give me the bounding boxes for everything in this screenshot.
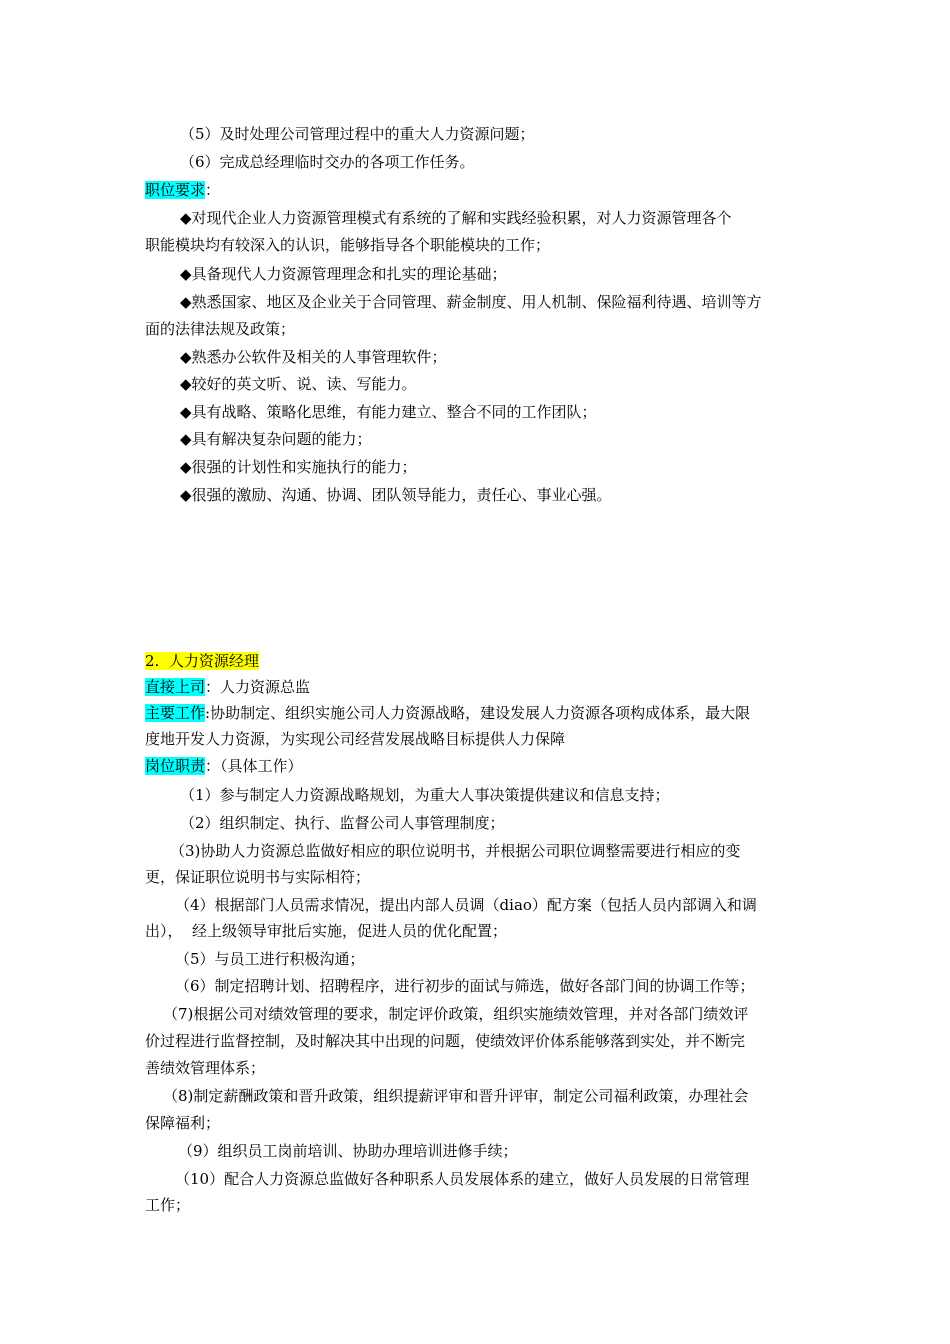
duty-item: （8)制定薪酬政策和晋升政策，组织提薪评审和晋升评审，制定公司福利政策，办理社会 [163, 1087, 749, 1105]
requirements-colon: ： [205, 181, 221, 199]
duty-item: （1）参与制定人力资源战略规划，为重大人事决策提供建议和信息支持； [180, 786, 670, 804]
requirement-item: ◆很强的激励、沟通、协调、团队领导能力，责任心、事业心强。 [180, 486, 612, 504]
duty-item-5: （5）及时处理公司管理过程中的重大人力资源问题； [180, 125, 535, 143]
superior-row [145, 676, 310, 697]
requirements-heading [145, 179, 220, 200]
duties-heading [145, 755, 303, 776]
superior-value: ：人力资源总监 [205, 678, 311, 696]
duty-item-cont: 出）， 经上级领导审批后实施，促进人员的优化配置； [145, 922, 508, 940]
duty-item: （4）根据部门人员需求情况，提出内部人员调（diao）配方案（包括人员内部调入和调 [175, 896, 757, 914]
requirement-item: ◆熟悉国家、地区及企业关于合同管理、薪金制度、用人机制、保险福利待遇、培训等方 [180, 293, 762, 311]
requirements-label: 职位要求 [145, 181, 206, 199]
duty-item-cont: 保障福利； [145, 1114, 221, 1132]
requirement-item-cont: 职能模块均有较深入的认识，能够指导各个职能模块的工作； [145, 236, 551, 254]
requirement-item: ◆具备现代人力资源管理理念和扎实的理论基础； [180, 265, 507, 283]
duty-item: （5）与员工进行积极沟通； [175, 950, 365, 968]
requirement-item-cont: 面的法律法规及政策； [145, 320, 296, 338]
duty-item-cont: 善绩效管理体系； [145, 1059, 266, 1077]
requirement-item: ◆具有解决复杂问题的能力； [180, 430, 372, 448]
duty-item-cont: 更，保证职位说明书与实际相符； [145, 868, 371, 886]
main-work-label: 主要工作 [145, 704, 206, 722]
requirement-item: ◆较好的英文听、说、读、写能力。 [180, 375, 417, 393]
duties-suffix: ：（具体工作） [205, 757, 303, 775]
duty-item: （7)根据公司对绩效管理的要求，制定评价政策，组织实施绩效管理，并对各部门绩效评 [163, 1005, 749, 1023]
main-work-text: :协助制定、组织实施公司人力资源战略，建设发展人力资源各项构成体系，最大限 [205, 704, 751, 722]
duty-item-cont: 价过程进行监督控制，及时解决其中出现的问题，使绩效评价体系能够落到实处，并不断完 [145, 1032, 746, 1050]
main-work-cont: 度地开发人力资源，为实现公司经营发展战略目标提供人力保障 [145, 730, 566, 748]
requirement-item: ◆具有战略、策略化思维，有能力建立、整合不同的工作团队； [180, 403, 597, 421]
duty-item-6: （6）完成总经理临时交办的各项工作任务。 [180, 153, 475, 171]
section-title [145, 650, 259, 671]
main-work-row [145, 702, 750, 723]
duty-item: （3)协助人力资源总监做好相应的职位说明书，并根据公司职位调整需要进行相应的变 [170, 842, 741, 860]
duty-item: （6）制定招聘计划、招聘程序，进行初步的面试与筛选，做好各部门间的协调工作等； [175, 977, 755, 995]
superior-label: 直接上司 [145, 678, 206, 696]
requirement-item: ◆对现代企业人力资源管理模式有系统的了解和实践经验积累，对人力资源管理各个 [180, 209, 732, 227]
duty-item: （2）组织制定、执行、监督公司人事管理制度； [180, 814, 505, 832]
requirement-item: ◆熟悉办公软件及相关的人事管理软件； [180, 348, 447, 366]
duty-item-cont: 工作； [145, 1196, 191, 1214]
duties-label: 岗位职责 [145, 757, 206, 775]
requirement-item: ◆很强的计划性和实施执行的能力； [180, 458, 417, 476]
duty-item: （10）配合人力资源总监做好各种职系人员发展体系的建立，做好人员发展的日常管理 [175, 1170, 750, 1188]
duty-item: （9）组织员工岗前培训、协助办理培训进修手续； [178, 1142, 518, 1160]
section-title-text: 2. 人力资源经理 [145, 652, 259, 670]
